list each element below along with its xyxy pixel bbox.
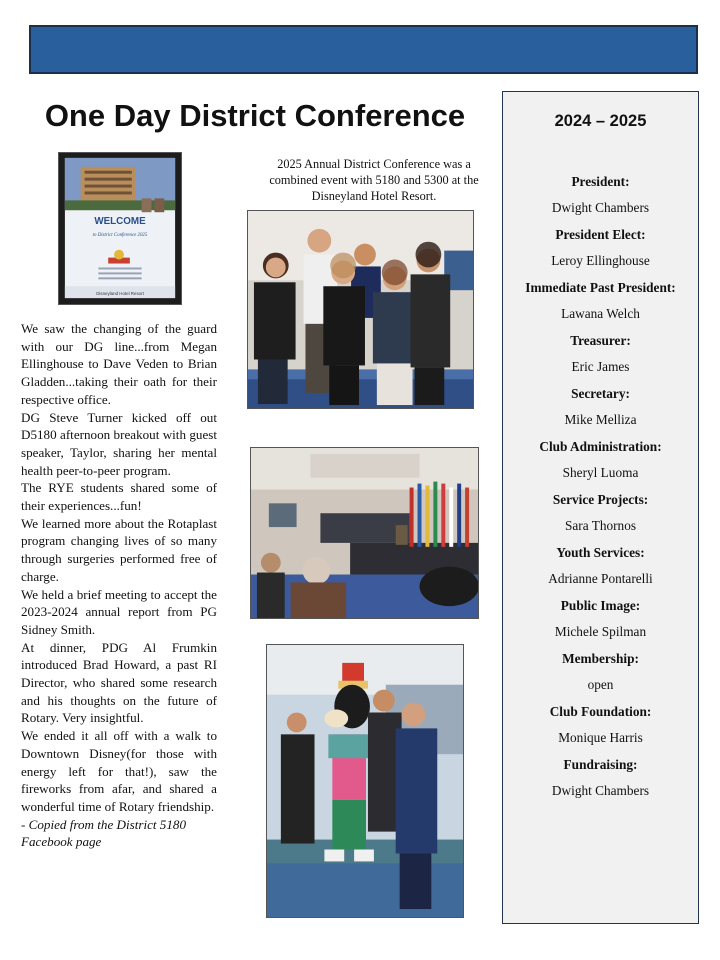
officer-name: Sheryl Luoma [562,465,639,480]
officer-name: Monique Harris [558,730,643,745]
brochure-footer-text: Disneyland Hotel Resort [96,291,144,297]
story-paragraph: We ended it all off with a walk to Downtown Disney(for those with energy left for that!), saw the fireworks from afar, and shared a wonderful time of Rotary friendship. [21,728,217,814]
officer-name: Leroy Ellinghouse [551,253,650,268]
officers-sidebar [502,91,699,924]
officer-item [503,756,698,809]
officer-item [503,385,698,438]
officer-role: Treasurer: [570,333,631,348]
officer-item [503,491,698,544]
officer-name: Dwight Chambers [551,200,650,215]
stage-photo [250,447,479,619]
officer-item [503,438,698,491]
officer-item [503,544,698,597]
officer-role: Fundraising: [563,757,638,772]
story-paragraph: At dinner, PDG Al Frumkin introduced Brad Howard, a past RI Director, who shared some research and his thoughts on the future of Rotary. Very insightful. [21,639,217,726]
officer-role: Membership: [562,651,639,666]
officer-name: Michele Spilman [554,624,647,639]
story-paragraph: We learned more about the Rotaplast program changing lives of so many through surgeries performed free of charge. [21,515,217,584]
story-paragraph: DG Steve Turner kicked off out D5180 afternoon breakout with guest speaker, Taylor, sharing her mental health peer-to-peer program. [21,409,217,478]
officer-role: Club Foundation: [549,704,652,719]
story-credit: - Copied from the District 5180 Facebook page [21,816,186,850]
officer-item [503,650,698,703]
photo-caption: 2025 Annual District Conference was a combined event with 5180 and 5300 at the Disneyland Hotel Resort. [269,157,479,203]
officers-year: 2024 – 2025 [554,112,647,130]
officer-name: open [587,677,614,692]
officer-name: Adrianne Pontarelli [548,571,653,586]
goofy-photo [266,644,464,918]
brochure-welcome-text: WELCOME [94,216,146,228]
officer-name: Dwight Chambers [551,783,650,798]
group-photo [247,210,474,409]
officer-item [503,279,698,332]
conference-brochure-photo [58,152,182,305]
officer-role: Secretary: [571,386,630,401]
officer-item [503,226,698,279]
officer-role: Public Image: [560,598,641,613]
story-paragraph: We held a brief meeting to accept the 2023-2024 annual report from PG Sidney Smith. [21,586,217,637]
officer-item [503,332,698,385]
story-paragraph: We saw the changing of the guard with our DG line...from Megan Ellinghouse to Dave Veden to Brian Gladden...taking their oath for their respective office. [21,321,217,407]
officer-name: Lawana Welch [561,306,640,321]
page-title: One Day District Conference [44,98,466,133]
story-paragraph: The RYE students shared some of their experiences...fun! [21,480,217,514]
officer-name: Mike Melliza [564,412,637,427]
brochure-subtitle-text: to District Conference 2025 [92,232,148,238]
officers-list [503,173,698,809]
officer-name: Sara Thornos [564,518,637,533]
officer-role: President Elect: [555,227,646,242]
officer-role: Service Projects: [552,492,649,507]
officer-role: Club Administration: [539,439,662,454]
officer-name: Eric James [571,359,630,374]
officer-role: Youth Services: [556,545,645,560]
officer-role: Immediate Past President: [525,280,676,295]
story-text [21,320,217,851]
header-banner [29,25,698,74]
officer-item [503,703,698,756]
officer-item [503,173,698,226]
officer-item [503,597,698,650]
officer-role: President: [571,174,630,189]
